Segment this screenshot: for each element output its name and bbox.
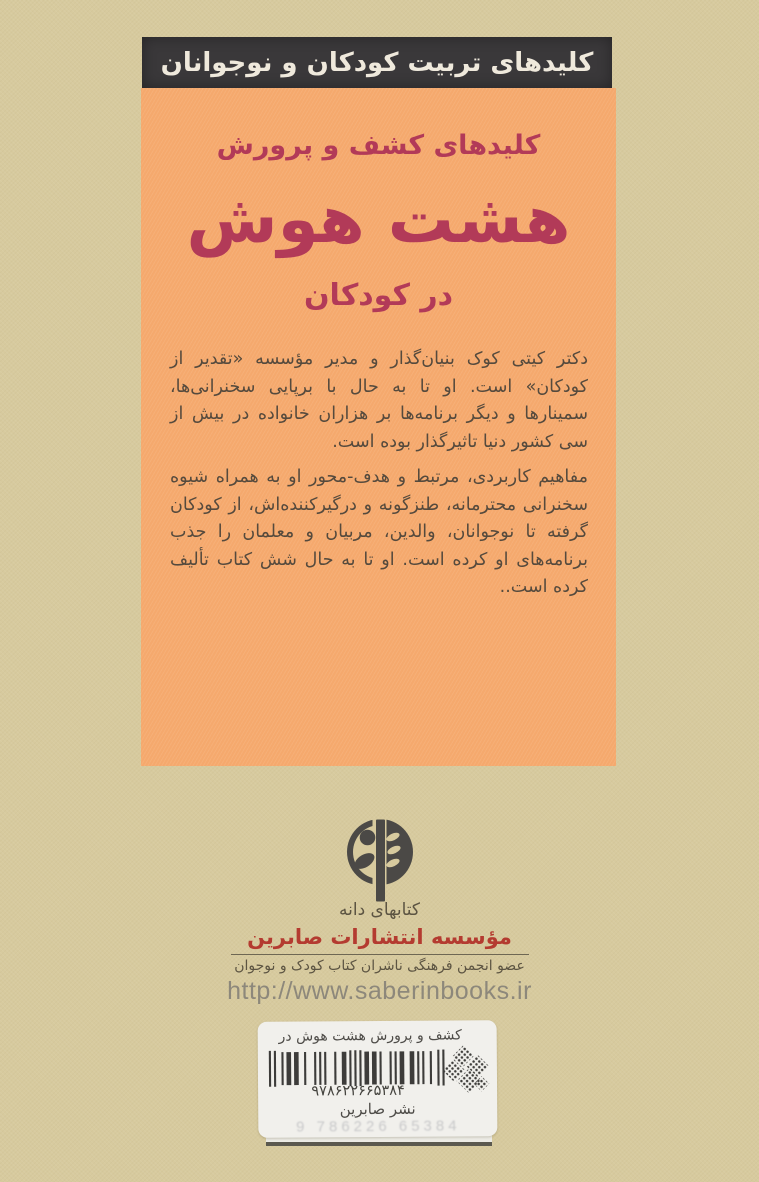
series-band-text: کلیدهای تربیت کودکان و نوجوانان [160,47,594,78]
series-band [142,37,612,88]
sticker-publisher: نشر صابرین [339,1099,416,1119]
publisher-membership: عضو انجمن فرهنگی ناشران کتاب کودک و نوجوان [234,958,525,974]
isbn-persian-digits: ۹۷۸۶۲۲۶۶۵۳۸۴ [311,1082,405,1100]
cover-series-line: کلیدهای کشف و پرورش [216,130,541,161]
publisher-divider [231,954,529,955]
cover-panel [141,88,616,766]
publisher-website: http://www.saberinbooks.ir [227,977,532,1005]
ink-stamp-halftone-icon [442,1044,492,1096]
isbn-faint-latin-digits: 9 786226 65384 [296,1117,461,1136]
publisher-block [0,816,759,1006]
daneh-seed-logo-icon [345,816,415,902]
publisher-name: مؤسسه انتشارات صابرین [247,925,512,949]
book-subtitle: در کودکان [303,278,454,313]
daneh-books-label: کتابهای دانه [339,900,420,920]
blurb-paragraph-1: دکتر کیتی کوک بنیان‌گذار و مدیر مؤسسه «تقدیر از کودکان» است. او تا به حال با برپایی سخنرانی‌ها، سمینارها و دیگر برنامه‌ها بر هزاران خانواده در بیش از سی کشور دنیا تاثیرگذار بوده است. [170,349,588,452]
barcode-sticker [258,1020,498,1138]
book-title: هشت هوش [186,181,571,258]
blurb-paragraph-2: مفاهیم کاربردی، مرتبط و هدف-محور او به همراه شیوه سخنرانی محترمانه، طنزگونه و درگیرکننده‌اش، از کودکان گرفته تا نوجوانان، والدین، مربیان و معلمان را جذب برنامه‌های او کرده است. او تا به حال شش کتاب تألیف کرده است.. [170,467,588,597]
sticker-title: کشف و پرورش هشت هوش در [278,1027,462,1045]
